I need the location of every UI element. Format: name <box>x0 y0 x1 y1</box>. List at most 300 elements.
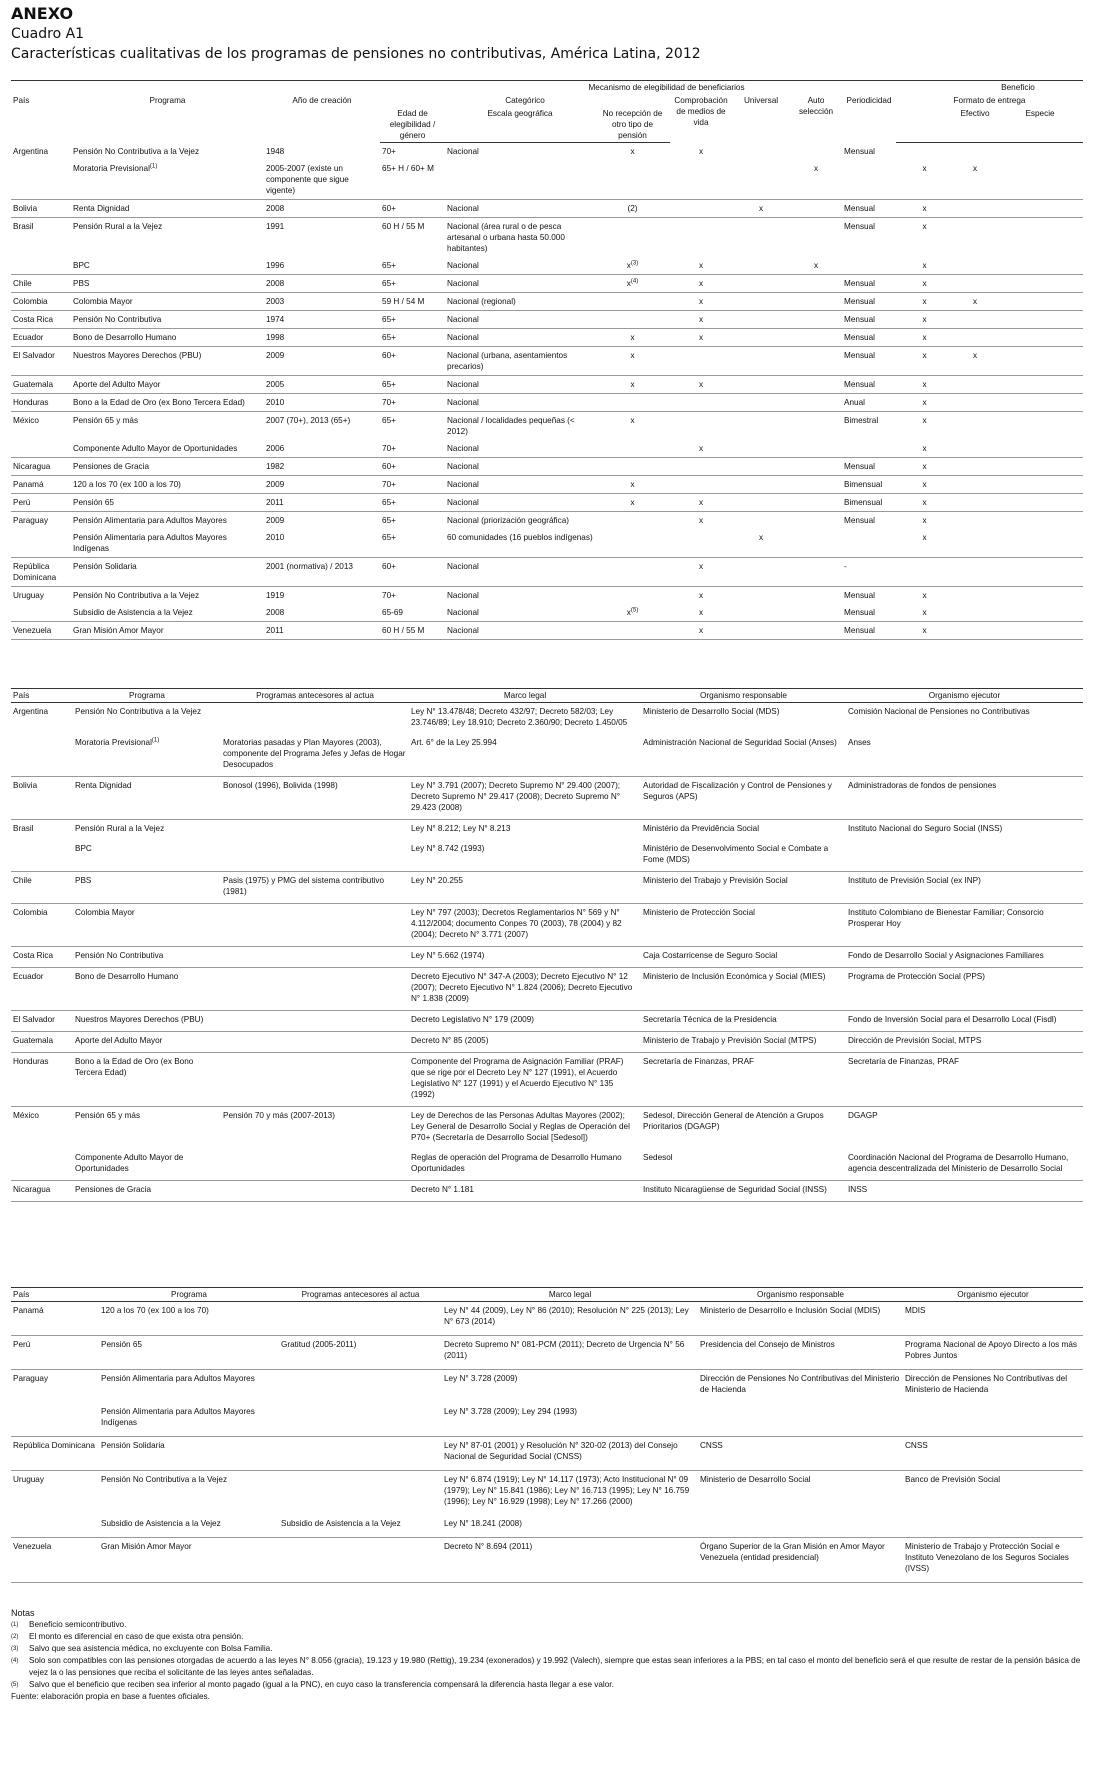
program-cell: BPC <box>71 257 264 275</box>
country-cell: Panamá <box>11 476 71 494</box>
age-cell: 60+ <box>380 458 445 476</box>
spacer-cell <box>997 311 1083 329</box>
program-cell: Pensión Rural a la Vejez <box>75 824 165 833</box>
notes-list <box>11 1619 1083 1691</box>
table-row <box>11 512 1083 530</box>
cash-cell: x <box>896 160 953 200</box>
means-cell: x <box>670 257 732 275</box>
universal-cell <box>732 512 790 530</box>
spacer-cell <box>997 458 1083 476</box>
selfselection-cell <box>790 587 842 605</box>
age-cell: 65+ <box>380 529 445 558</box>
country-cell: El Salvador <box>11 1011 73 1032</box>
program-cell: Pensión No Contributiva a la Vejez <box>73 146 200 156</box>
responsible-cell: Dirección de Pensiones No Contributivas del Ministerio de Hacienda <box>700 1374 900 1394</box>
norec-cell: x <box>595 476 670 494</box>
note-item <box>11 1631 1083 1643</box>
kind-cell: x <box>953 160 997 200</box>
t3-responsible-header: Organismo responsable <box>698 1288 903 1302</box>
geo-cell: Nacional <box>445 558 595 587</box>
kind-cell <box>953 440 997 458</box>
legal-cell: Ley N° 3.791 (2007); Decreto Supremo N° 29.400 (2007); Decreto Supremo N° 29.417 (2008); Decreto Supremo N° 29.423 (2008) <box>409 777 641 820</box>
antecedents-cell <box>221 968 409 1011</box>
means-cell: x <box>670 604 732 622</box>
legal-cell: Ley N° 20.255 <box>409 872 641 904</box>
country-cell: Honduras <box>11 1053 73 1107</box>
geo-cell <box>445 160 595 200</box>
legal-cell: Decreto N° 8.694 (2011) <box>442 1538 698 1583</box>
age-header: Edad de elegibilidad / género <box>380 107 445 143</box>
selfselection-cell <box>790 512 842 530</box>
program-cell: Pensión Alimentaria para Adultos Mayores <box>101 1374 255 1383</box>
country-cell: Honduras <box>11 394 71 412</box>
legal-table-2 <box>11 1287 1083 1583</box>
means-cell: x <box>698 591 704 600</box>
table-row <box>11 1011 1083 1032</box>
kind-cell <box>953 412 997 441</box>
executor-cell: Dirección de Previsión Social, MTPS <box>846 1032 1083 1053</box>
age-cell: 65+ <box>380 311 445 329</box>
periodicity-cell: Mensual <box>842 347 896 376</box>
executor-cell: DGAGP <box>848 1111 878 1120</box>
program-cell: Pensión Alimentaria para Adultos Mayores <box>73 516 227 525</box>
universal-cell: x <box>732 529 790 558</box>
executor-cell: Instituto Nacional do Seguro Social (INSS) <box>848 824 1003 833</box>
periodicity-cell <box>842 440 896 458</box>
executor-cell: Instituto Colombiano de Bienestar Familiar; Consorcio Prosperar Hoy <box>846 904 1083 947</box>
legal-cell: Ley N° 6.874 (1919); Ley N° 14.117 (1973); Acto Institucional N° 09 (1979); Ley N° 15.841 (1986); Ley N° 16.713 (1995); Ley N° 16.759 (1996); Ley N° 16.929 (1998); Ley N° 17.266 (2000) <box>444 1475 690 1506</box>
cash-cell: x <box>896 476 953 494</box>
table-row <box>11 840 1083 872</box>
legal-cell: Ley N° 3.728 (2009); Ley 294 (1993) <box>442 1403 698 1437</box>
table-row <box>11 1515 1083 1538</box>
universal-cell <box>732 622 790 640</box>
universal-cell <box>732 311 790 329</box>
year-cell: 2001 (normativa) / 2013 <box>264 558 380 587</box>
program-cell: PBS <box>73 872 221 904</box>
kind-cell <box>953 311 997 329</box>
norec-cell <box>595 160 670 200</box>
antecedents-cell <box>279 1403 442 1437</box>
selfselection-cell <box>790 218 842 258</box>
age-cell: 65+ <box>380 376 445 394</box>
note-mark: (1) <box>11 1622 19 1628</box>
age-cell: 70+ <box>380 394 445 412</box>
executor-cell: Fondo de Inversión Social para el Desarrollo Local (Fisdl) <box>846 1011 1083 1032</box>
table-row <box>11 275 1083 293</box>
executor-cell: Fondo de Desarrollo Social y Asignaciones Familiares <box>846 947 1083 968</box>
program-cell: Subsidio de Asistencia a la Vejez <box>99 1515 279 1538</box>
program-cell: Renta Dignidad <box>73 777 221 820</box>
means-cell <box>670 160 732 200</box>
cash-cell: x <box>896 347 953 376</box>
country-cell: Ecuador <box>11 329 71 347</box>
universal-cell <box>732 458 790 476</box>
antecedents-cell: Subsidio de Asistencia a la Vejez <box>279 1515 442 1538</box>
cash-cell: x <box>896 257 953 275</box>
periodicity-cell: Mensual <box>842 604 896 622</box>
program-cell: BPC <box>73 840 221 872</box>
country-cell <box>11 1515 99 1538</box>
universal-cell <box>732 476 790 494</box>
table-row <box>11 1336 1083 1370</box>
annex-label: ANEXO <box>11 4 74 23</box>
means-cell: x <box>670 275 732 293</box>
note-text: Beneficio semicontributivo. <box>29 1620 127 1629</box>
geo-cell: Nacional <box>445 440 595 458</box>
year-header: Año de creación <box>292 96 352 105</box>
cash-cell: x <box>896 604 953 622</box>
antecedents-cell <box>221 1149 409 1181</box>
table-row <box>11 1403 1083 1437</box>
program-cell: Pensión 65 y más <box>73 416 139 425</box>
program-cell: Moratoria Previsional$^{(1)}$ <box>73 734 221 777</box>
country-cell <box>11 1149 73 1181</box>
source-note: Fuente: elaboración propia en base a fuentes oficiales. <box>11 1692 210 1701</box>
country-cell: Costa Rica <box>11 947 73 968</box>
responsible-cell: Sedesol <box>641 1149 846 1181</box>
geo-header: Escala geográfica <box>445 107 595 143</box>
table-row <box>11 257 1083 275</box>
legal-cell: Ley de Derechos de las Personas Adultas Mayores (2002); Ley General de Desarrollo Social y Reglas de Operación del P70+ (Secretaría de Desarrollo Social [Sedesol]) <box>411 1111 630 1142</box>
spacer-cell <box>997 293 1083 311</box>
means-cell: x <box>670 293 732 311</box>
antecedents-cell <box>221 947 409 968</box>
means-cell <box>670 458 732 476</box>
country-cell: Bolivia <box>11 777 73 820</box>
means-cell: x <box>698 516 704 525</box>
responsible-cell: CNSS <box>698 1437 903 1471</box>
responsible-cell: Ministerio de Desarrollo Social (MDS) <box>643 707 780 716</box>
cash-cell: x <box>896 293 953 311</box>
spacer-cell <box>997 412 1083 441</box>
year-cell: 1982 <box>264 458 380 476</box>
year-cell: 2011 <box>264 622 380 640</box>
responsible-cell: Secretaría de Finanzas, PRAF <box>641 1053 846 1107</box>
cash-cell <box>896 558 953 587</box>
responsible-cell: Caja Costarricense de Seguro Social <box>641 947 846 968</box>
year-cell: 1919 <box>266 591 285 600</box>
country-cell: Panamá <box>11 1302 99 1336</box>
table-row <box>11 160 1083 200</box>
periodicity-cell: Mensual <box>844 591 875 600</box>
spacer-cell <box>997 200 1083 218</box>
country-cell <box>11 440 71 458</box>
year-cell: 2009 <box>264 347 380 376</box>
antecedents-cell: Moratorias pasadas y Plan Mayores (2003), componente del Programa Jefes y Jefas de Hogar Desocupados <box>221 734 409 777</box>
legal-cell: Ley N° 5.662 (1974) <box>409 947 641 968</box>
periodicity-cell: Mensual <box>842 329 896 347</box>
spacer-cell <box>997 143 1083 161</box>
country-cell <box>11 734 73 777</box>
program-cell: Pensión Solidaria <box>99 1437 279 1471</box>
kind-cell: x <box>953 293 997 311</box>
geo-cell: Nacional <box>445 275 595 293</box>
country-cell: El Salvador <box>11 347 71 376</box>
country-cell: Uruguay <box>13 1475 44 1484</box>
norec-cell <box>595 293 670 311</box>
norec-cell: x <box>595 347 670 376</box>
selfselection-cell: x <box>790 160 842 200</box>
universal-cell <box>732 275 790 293</box>
universal-cell <box>732 394 790 412</box>
age-cell: 65+ <box>380 329 445 347</box>
means-header: Comprobación de medios de vida <box>674 96 728 127</box>
executor-cell: Comisión Nacional de Pensiones no Contributivas <box>848 707 1030 716</box>
program-cell: Pensión 65 <box>99 1336 279 1370</box>
kind-header: Especie <box>997 107 1083 143</box>
program-cell: Pensión 65 <box>71 494 264 512</box>
program-cell: 120 a los 70 (ex 100 a los 70) <box>71 476 264 494</box>
age-cell: 65+ <box>380 257 445 275</box>
periodicity-cell: Mensual <box>842 275 896 293</box>
spacer-cell <box>997 494 1083 512</box>
t3-antecedents-header: Programas antecesores al actua <box>279 1288 442 1302</box>
table-row <box>11 820 1083 841</box>
geo-cell: Nacional <box>445 604 595 622</box>
table-row <box>11 1471 1083 1516</box>
geo-cell: Nacional (área rural o de pesca artesanal o urbana hasta 50.000 habitantes) <box>447 222 565 253</box>
legal-cell: Art. 6° de la Ley 25.994 <box>409 734 641 777</box>
note-item <box>11 1679 1083 1691</box>
t2-country-header: País <box>11 689 73 703</box>
note-mark: (4) <box>11 1658 19 1664</box>
table-row <box>11 1302 1083 1336</box>
selfselection-cell <box>790 200 842 218</box>
program-cell: Pensión Alimentaria para Adultos Mayores Indígenas <box>99 1403 279 1437</box>
responsible-cell: Secretaría Técnica de la Presidencia <box>641 1011 846 1032</box>
country-cell: Ecuador <box>11 968 73 1011</box>
t3-legal-header: Marco legal <box>442 1288 698 1302</box>
means-cell: x <box>670 494 732 512</box>
selfselection-cell <box>790 476 842 494</box>
periodicity-cell: Mensual <box>842 622 896 640</box>
note-item <box>11 1619 1083 1631</box>
antecedents-cell <box>221 1032 409 1053</box>
country-cell: Bolivia <box>11 200 71 218</box>
country-cell: Brasil <box>13 824 34 833</box>
selfselection-cell <box>790 558 842 587</box>
table-row <box>11 734 1083 777</box>
kind-cell <box>953 376 997 394</box>
mechanism-header: Mecanismo de elegibilidad de beneficiarios <box>380 81 953 95</box>
kind-cell <box>953 587 997 605</box>
age-cell: 65+ <box>382 516 396 525</box>
antecedents-cell: Pasis (1975) y PMG del sistema contributivo (1981) <box>221 872 409 904</box>
year-cell: 2007 (70+), 2013 (65+) <box>266 416 351 425</box>
geo-cell: Nacional <box>445 329 595 347</box>
geo-cell: Nacional <box>445 476 595 494</box>
categorical-header: Categórico <box>505 96 545 105</box>
selfselection-cell <box>790 394 842 412</box>
country-cell: Perú <box>11 494 71 512</box>
cash-cell <box>896 143 953 161</box>
means-cell: x <box>670 622 732 640</box>
geo-cell: Nacional <box>447 591 479 600</box>
program-cell: Gran Misión Amor Mayor <box>99 1538 279 1583</box>
cash-cell: x <box>896 376 953 394</box>
geo-cell: 60 comunidades (16 pueblos indígenas) <box>445 529 595 558</box>
norec-cell <box>595 394 670 412</box>
country-cell <box>11 1403 99 1437</box>
kind-cell <box>953 558 997 587</box>
kind-cell <box>953 143 997 161</box>
spacer-cell <box>997 587 1083 605</box>
kind-cell <box>953 622 997 640</box>
notes-title: Notas <box>11 1608 35 1618</box>
executor-cell: Banco de Previsión Social <box>905 1475 1001 1484</box>
executor-cell: Dirección de Pensiones No Contributivas del Ministerio de Hacienda <box>905 1374 1068 1394</box>
responsible-cell: Ministerio de Desarrollo e Inclusión Social (MDIS) <box>698 1302 903 1336</box>
geo-cell: Nacional <box>447 147 479 156</box>
program-cell: Pensión No Contributiva <box>73 947 221 968</box>
legal-cell: Ley N° 18.241 (2008) <box>442 1515 698 1538</box>
norec-cell: x <box>595 376 670 394</box>
responsible-cell <box>698 1403 903 1437</box>
periodicity-cell: Bimestral <box>844 416 879 425</box>
spacer-cell <box>997 622 1083 640</box>
year-cell: 2009 <box>266 516 285 525</box>
universal-cell <box>732 160 790 200</box>
table-row <box>11 604 1083 622</box>
geo-cell: Nacional (priorización geográfica) <box>447 516 569 525</box>
country-cell <box>11 529 71 558</box>
selfselection-cell <box>790 143 842 161</box>
eligibility-table <box>11 80 1083 640</box>
table-row <box>11 947 1083 968</box>
periodicity-cell: Mensual <box>842 311 896 329</box>
country-cell: Perú <box>11 1336 99 1370</box>
responsible-cell: Presidencia del Consejo de Ministros <box>698 1336 903 1370</box>
country-cell: Guatemala <box>11 376 71 394</box>
table-row <box>11 329 1083 347</box>
program-cell: Subsidio de Asistencia a la Vejez <box>71 604 264 622</box>
executor-cell: Secretaría de Finanzas, PRAF <box>846 1053 1083 1107</box>
program-cell: Componente Adulto Mayor de Oportunidades <box>73 1149 221 1181</box>
year-cell: 2003 <box>264 293 380 311</box>
legal-cell: Decreto N° 85 (2005) <box>409 1032 641 1053</box>
table-row <box>11 494 1083 512</box>
geo-cell: Nacional <box>445 394 595 412</box>
year-cell: 2008 <box>264 275 380 293</box>
periodicity-cell: Bimensual <box>842 476 896 494</box>
geo-cell: Nacional <box>445 376 595 394</box>
antecedents-cell <box>279 1370 442 1404</box>
program-cell: Bono de Desarrollo Humano <box>73 968 221 1011</box>
norec-cell: x <box>630 416 635 425</box>
program-cell: Renta Dignidad <box>71 200 264 218</box>
age-cell: 60+ <box>380 558 445 587</box>
program-cell: Pensión Rural a la Vejez <box>73 222 163 231</box>
format-header: Formato de entrega <box>953 96 1026 105</box>
program-cell: Nuestros Mayores Derechos (PBU) <box>73 1011 221 1032</box>
legal-cell: Ley N° 8.742 (1993) <box>409 840 641 872</box>
table-row <box>11 1370 1083 1404</box>
spacer-cell <box>997 558 1083 587</box>
means-cell <box>670 412 732 441</box>
age-cell: 59 H / 54 M <box>380 293 445 311</box>
executor-cell: Programa de Protección Social (PPS) <box>846 968 1083 1011</box>
cash-cell: x <box>922 591 927 600</box>
kind-cell <box>953 604 997 622</box>
country-cell: Venezuela <box>11 1538 99 1583</box>
norec-cell: x <box>595 494 670 512</box>
t2-executor-header: Organismo ejecutor <box>846 689 1083 703</box>
note-text: El monto es diferencial en caso de que exista otra pensión. <box>29 1632 244 1641</box>
country-cell: Brasil <box>13 222 34 231</box>
geo-cell: Nacional (urbana, asentamientos precarios) <box>445 347 595 376</box>
table-row <box>11 1107 1083 1150</box>
program-cell: Colombia Mayor <box>73 904 221 947</box>
table-row <box>11 777 1083 820</box>
responsible-cell: Ministerio de Inclusión Económica y Social (MIES) <box>641 968 846 1011</box>
program-cell: Pensiones de Gracia <box>73 1181 221 1202</box>
country-cell: Colombia <box>11 293 71 311</box>
geo-cell: Nacional <box>445 494 595 512</box>
means-cell <box>670 200 732 218</box>
selfselection-header: Auto selección <box>798 96 834 116</box>
t3-executor-header: Organismo ejecutor <box>903 1288 1083 1302</box>
year-cell: 1996 <box>264 257 380 275</box>
program-cell: Pensión No Contributiva a la Vejez <box>75 707 202 716</box>
norec-cell <box>595 529 670 558</box>
responsible-cell: Administración Nacional de Seguridad Social (Anses) <box>641 734 846 777</box>
executor-cell: Coordinación Nacional del Programa de Desarrollo Humano, agencia descentralizada del Ministerio de Desarrollo Social <box>846 1149 1083 1181</box>
executor-cell: Instituto de Previsión Social (ex INP) <box>846 872 1083 904</box>
program-cell: Colombia Mayor <box>71 293 264 311</box>
table-row <box>11 293 1083 311</box>
t2-responsible-header: Organismo responsable <box>641 689 846 703</box>
note-text: Salvo que el beneficio que reciben sea inferior al monto pagado (igual a la PNC), en cuyo caso la transferencia compensará la diferencia hasta llegar a ese valor. <box>29 1680 614 1689</box>
executor-cell: Programa Nacional de Apoyo Directo a los más Pobres Juntos <box>903 1336 1083 1370</box>
cash-cell: x <box>922 516 927 525</box>
norec-cell <box>595 218 670 258</box>
country-cell: Chile <box>11 872 73 904</box>
cash-cell: x <box>896 311 953 329</box>
spacer-cell <box>997 604 1083 622</box>
t3-country-header: País <box>11 1288 99 1302</box>
legal-cell: Decreto Supremo N° 081-PCM (2011); Decreto de Urgencia N° 56 (2011) <box>442 1336 698 1370</box>
cash-cell: x <box>896 458 953 476</box>
program-cell: Bono a la Edad de Oro (ex Bono Tercera Edad) <box>73 1053 221 1107</box>
table-row <box>11 311 1083 329</box>
program-cell: Bono de Desarrollo Humano <box>71 329 264 347</box>
program-cell: Pensión Solidaria <box>71 558 264 587</box>
program-cell: Pensión No Contributiva <box>71 311 264 329</box>
age-cell: 60+ <box>380 347 445 376</box>
country-cell: Guatemala <box>11 1032 73 1053</box>
means-cell <box>670 218 732 258</box>
cash-cell: x <box>896 529 953 558</box>
executor-cell: Administradoras de fondos de pensiones <box>846 777 1083 820</box>
country-cell: Venezuela <box>11 622 71 640</box>
legal-table-1 <box>11 688 1083 1202</box>
antecedents-cell: Pensión 70 y más (2007-2013) <box>223 1111 335 1120</box>
cash-cell: x <box>896 329 953 347</box>
norec-cell <box>595 458 670 476</box>
norec-cell <box>595 587 670 605</box>
responsible-cell: Sedesol, Dirección General de Atención a Grupos Prioritarios (DGAGP) <box>643 1111 824 1131</box>
age-cell: 65+ <box>380 275 445 293</box>
country-cell: Paraguay <box>13 516 49 525</box>
note-item <box>11 1655 1083 1679</box>
universal-cell <box>732 329 790 347</box>
selfselection-cell: x <box>790 257 842 275</box>
periodicity-cell: Mensual <box>844 222 875 231</box>
spacer-cell <box>997 347 1083 376</box>
norec-cell <box>595 622 670 640</box>
means-cell <box>670 476 732 494</box>
